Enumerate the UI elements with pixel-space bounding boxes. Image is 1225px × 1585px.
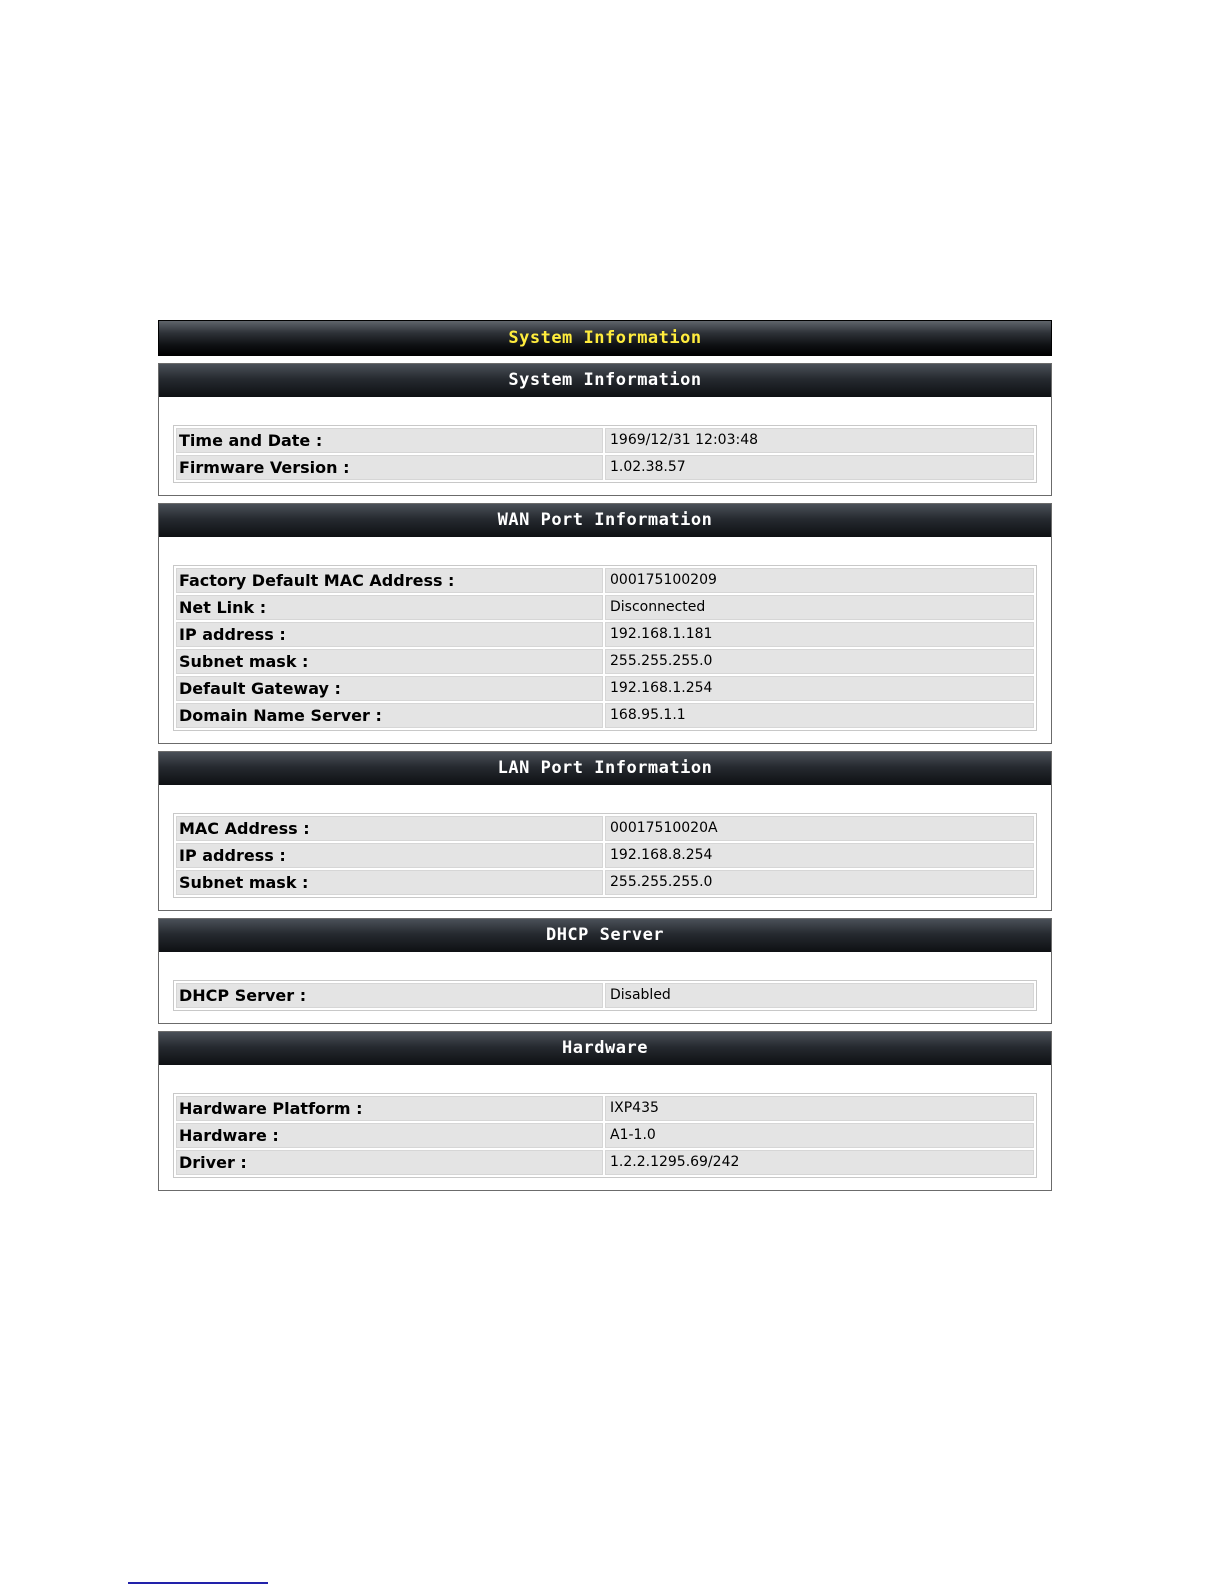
info-table <box>173 1093 1037 1178</box>
table-row <box>176 870 1034 895</box>
lan-port-section <box>158 751 1052 911</box>
row-value: 000175100209 <box>605 568 1034 593</box>
table-row <box>176 703 1034 728</box>
info-table <box>173 813 1037 898</box>
footer-divider <box>128 1582 268 1584</box>
section-header: DHCP Server <box>159 919 1051 952</box>
section-header: System Information <box>159 364 1051 397</box>
table-row <box>176 455 1034 480</box>
row-value: 168.95.1.1 <box>605 703 1034 728</box>
table-row <box>176 622 1034 647</box>
table-row <box>176 1150 1034 1175</box>
table-row <box>176 676 1034 701</box>
row-value: A1-1.0 <box>605 1123 1034 1148</box>
row-label: Subnet mask : <box>176 649 603 674</box>
row-label: Domain Name Server : <box>176 703 603 728</box>
dhcp-server-section <box>158 918 1052 1024</box>
row-value: 192.168.1.181 <box>605 622 1034 647</box>
row-value: 1.02.38.57 <box>605 455 1034 480</box>
row-label: Subnet mask : <box>176 870 603 895</box>
row-label: Firmware Version : <box>176 455 603 480</box>
row-value: 1.2.2.1295.69/242 <box>605 1150 1034 1175</box>
row-value: Disconnected <box>605 595 1034 620</box>
row-label: DHCP Server : <box>176 983 603 1008</box>
row-label: Net Link : <box>176 595 603 620</box>
row-label: MAC Address : <box>176 816 603 841</box>
row-label: Factory Default MAC Address : <box>176 568 603 593</box>
info-table <box>173 425 1037 483</box>
row-value: 192.168.8.254 <box>605 843 1034 868</box>
table-row <box>176 1123 1034 1148</box>
row-label: IP address : <box>176 843 603 868</box>
row-value: Disabled <box>605 983 1034 1008</box>
table-row <box>176 568 1034 593</box>
row-label: Driver : <box>176 1150 603 1175</box>
table-row <box>176 649 1034 674</box>
info-table <box>173 565 1037 731</box>
row-label: Hardware Platform : <box>176 1096 603 1121</box>
section-header: WAN Port Information <box>159 504 1051 537</box>
wan-port-section <box>158 503 1052 744</box>
row-label: IP address : <box>176 622 603 647</box>
row-label: Default Gateway : <box>176 676 603 701</box>
row-value: 192.168.1.254 <box>605 676 1034 701</box>
section-header: Hardware <box>159 1032 1051 1065</box>
hardware-section <box>158 1031 1052 1191</box>
page-title: System Information <box>158 320 1052 356</box>
table-row <box>176 843 1034 868</box>
row-value: IXP435 <box>605 1096 1034 1121</box>
row-value: 255.255.255.0 <box>605 870 1034 895</box>
info-table <box>173 980 1037 1011</box>
table-row <box>176 428 1034 453</box>
section-header: LAN Port Information <box>159 752 1051 785</box>
row-label: Hardware : <box>176 1123 603 1148</box>
row-label: Time and Date : <box>176 428 603 453</box>
system-information-section <box>158 363 1052 496</box>
row-value: 1969/12/31 12:03:48 <box>605 428 1034 453</box>
table-row <box>176 983 1034 1008</box>
table-row <box>176 595 1034 620</box>
table-row <box>176 816 1034 841</box>
row-value: 00017510020A <box>605 816 1034 841</box>
table-row <box>176 1096 1034 1121</box>
row-value: 255.255.255.0 <box>605 649 1034 674</box>
